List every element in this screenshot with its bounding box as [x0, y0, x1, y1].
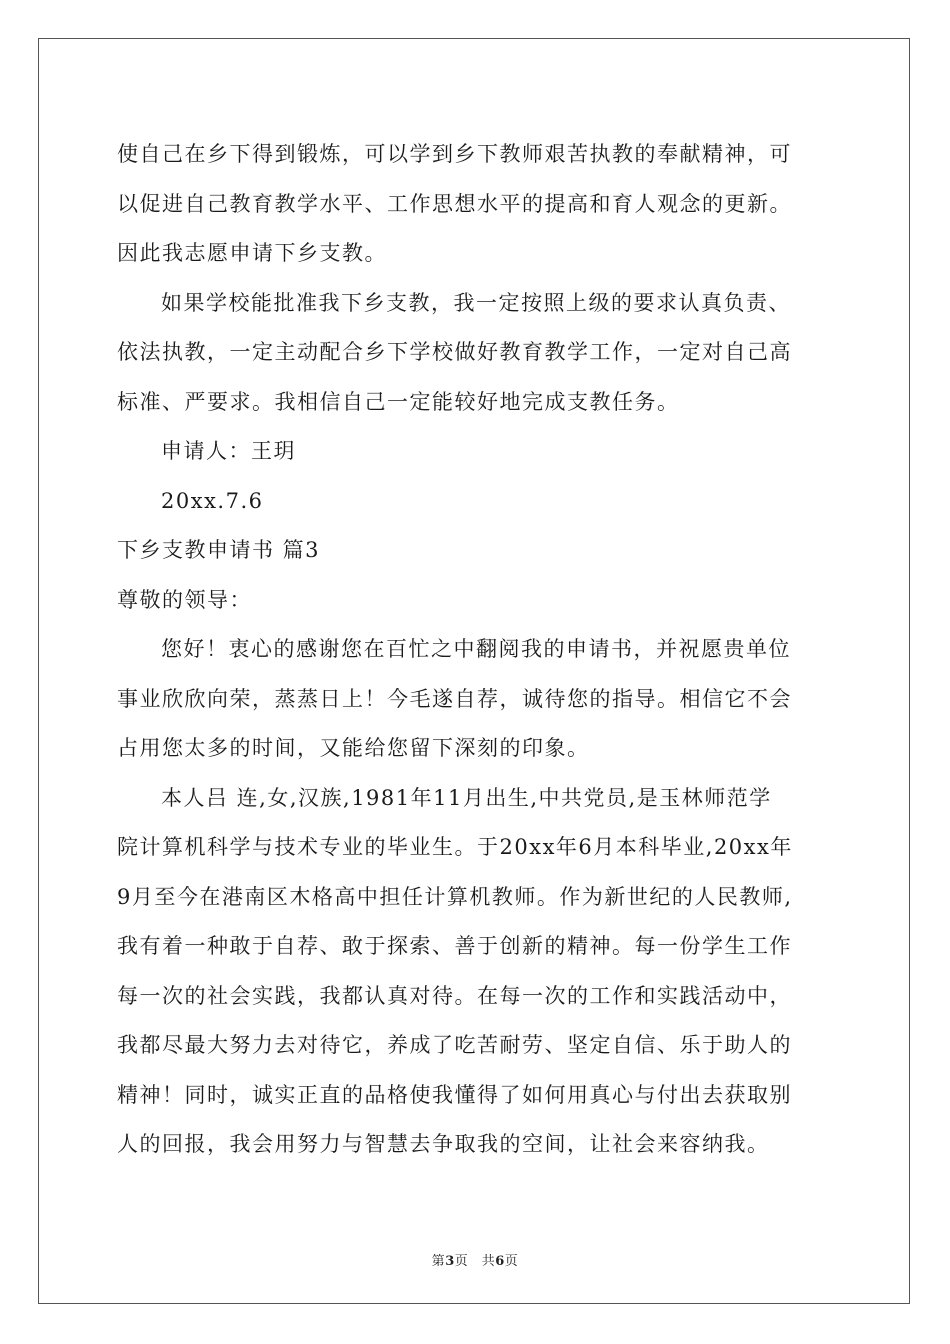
footer-mid: 页 共 — [454, 1254, 496, 1269]
text-line: 我有着一种敢于自荐、敢于探索、善于创新的精神。每一份学生工作 — [117, 934, 792, 958]
text-line: 占用您太多的时间，又能给您留下深刻的印象。 — [117, 736, 590, 760]
text-line: 依法执教，一定主动配合乡下学校做好教育教学工作，一定对自己高 — [117, 340, 792, 364]
document-body — [117, 130, 837, 1170]
text-line: 标准、严要求。我相信自己一定能较好地完成支教任务。 — [117, 389, 680, 414]
text-line: 每一次的社会实践，我都认真对待。在每一次的工作和实践活动中， — [117, 983, 792, 1008]
text-line: 因此我志愿申请下乡支教。 — [117, 241, 387, 265]
text-line: 本人吕 连,女,汉族,1981年11月出生,中共党员,是玉林师范学 — [161, 785, 772, 810]
text-line: 精神！同时，诚实正直的品格使我懂得了如何用真心与付出去获取别 — [117, 1082, 792, 1107]
text-line: 院计算机科学与技术专业的毕业生。于20xx年6月本科毕业,20xx年 — [117, 835, 793, 859]
text-line: 以促进自己教育教学水平、工作思想水平的提高和育人观念的更新。 — [117, 191, 792, 216]
text-line: 如果学校能批准我下乡支教，我一定按照上级的要求认真负责、 — [161, 290, 791, 315]
text-line: 事业欣欣向荣，蒸蒸日上！今毛遂自荐，诚待您的指导。相信它不会 — [117, 686, 792, 711]
footer-prefix: 第 — [431, 1254, 446, 1269]
page-footer — [0, 1250, 950, 1269]
text-line: 人的回报，我会用努力与智慧去争取我的空间，让社会来容纳我。 — [117, 1132, 770, 1156]
footer-suffix: 页 — [504, 1254, 519, 1269]
text-line: 您好！衷心的感谢您在百忙之中翻阅我的申请书，并祝愿贵单位 — [161, 637, 791, 661]
text-line: 尊敬的领导： — [117, 587, 252, 612]
text-line: 20xx.7.6 — [161, 488, 264, 513]
total-page-number: 6 — [495, 1254, 505, 1269]
text-line: 下乡支教申请书 篇3 — [117, 538, 321, 562]
text-line: 我都尽最大努力去对待它，养成了吃苦耐劳、坚定自信、乐于助人的 — [117, 1033, 792, 1057]
current-page-number: 3 — [445, 1254, 455, 1269]
text-line: 使自己在乡下得到锻炼，可以学到乡下教师艰苦执教的奉献精神，可 — [117, 142, 792, 166]
text-line: 申请人：王玥 — [161, 439, 296, 463]
text-line: 9月至今在港南区木格高中担任计算机教师。作为新世纪的人民教师, — [117, 884, 793, 909]
